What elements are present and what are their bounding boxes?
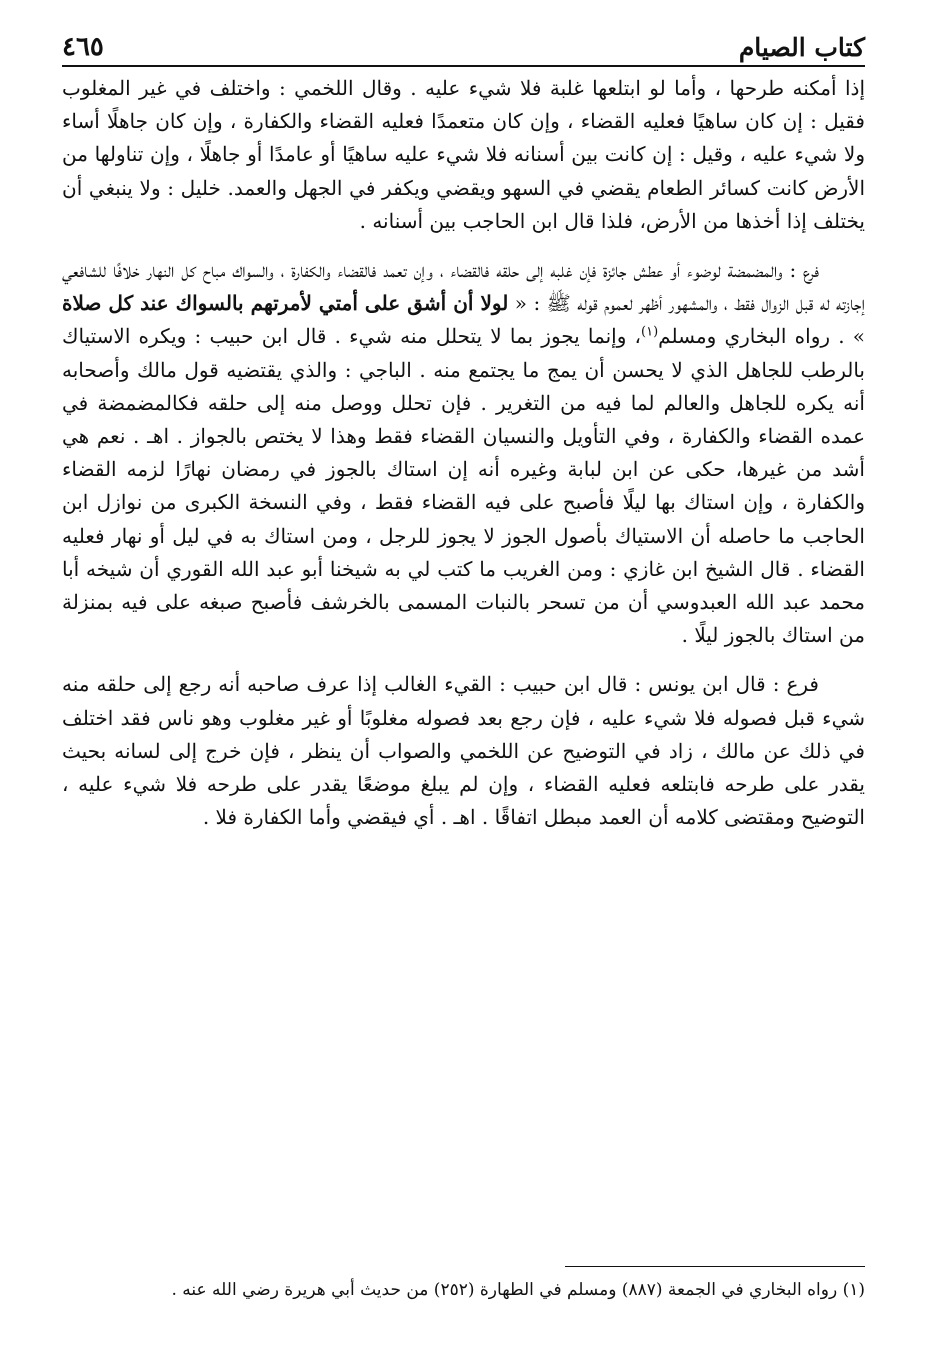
footnote: (١) رواه البخاري في الجمعة (٨٨٧) ومسلم في الطهارة (٢٥٢) من حديث أبي هريرة رضي الله عنه . <box>171 1280 865 1300</box>
page-number: ٤٦٥ <box>62 32 104 62</box>
hadith-quote: لولا أن أشق على أمتي لأمرتهم بالسواك عند كل صلاة <box>62 291 509 316</box>
paragraph-1: إذا أمكنه طرحها ، وأما لو ابتلعها غلبة فلا شيء عليه . وقال اللخمي : واختلف في غير المغلوب فقيل : إن كان ساهيًا فعليه القضاء ، وإن كان متعمدًا فعليه القضاء والكفارة ، وإن كان جاهلًا أساء ولا شيء عليه ، وقيل : إن كانت بين أسنانه فلا شيء عليه ساهيًا أو عامدًا أو جاهلًا ، وإن تناولها من الأرض كانت كسائر الطعام يقضي في السهو ويقضي ويكفر في الجهل والعمد. خليل : ولا ينبغي أن يختلف إذا أخذها من الأرض، فلذا قال ابن الحاجب بين أسنانه . <box>62 76 865 233</box>
paragraph-2-rest: ، وإنما يجوز بما لا يتحلل منه شيء . قال ابن حبيب : ويكره الاستياك بالرطب للجاهل الذي لا يحسن أن يمج ما يجتمع منه . الباجي : والذي يقتضيه قول مالك وأصحابه أنه يكره للجاهل والعالم لما فيه من التغرير . فإن تحلل ووصل منه إلى حلقه فكالمضمضة في عمده القضاء والكفارة ، وفي التأويل والنسيان القضاء فقط وهذا لا يختص بالجواز . اهـ . نعم هي أشد من غيرها، حكى عن ابن لبابة وغيره أنه إن استاك بالجوز في رمضان نهارًا لزمه القضاء والكفارة ، وإن استاك بها ليلًا فأصبح على فيه القضاء فقط ، وفي النسخة الكبرى من نوازل ابن الحاجب ما حاصله أن الاستياك بأصول الجوز لا يجوز للرجل ، ومن استاك به في ليل أو نهار فعليه القضاء . قال الشيخ ابن غازي : ومن الغريب ما كتب لي به شيخنا أبو عبد الله القوري أن شيخه أبا محمد عبد الله العبدوسي أن من تسحر بالنبات المسمى بالخرشف فأصبح صبغه على فيه بمنزلة من استاك بالجوز ليلًا . <box>62 324 865 648</box>
paragraph-2-source: » . رواه البخاري ومسلم <box>658 324 865 349</box>
paragraph-2-intro: فرع : والمضمضة لوضوء أو عطش جائزة فإن غلبه إلى حلقه فالقضاء ، وإن تعمد فالقضاء والكفارة ، والسواك مباح كل النهار خلافًا للشافعي إجازته له قبل الزوال فقط ، والمشهور أظهر لعموم قوله ﷺ : « <box>62 258 865 316</box>
main-text <box>62 72 865 834</box>
running-title: كتاب الصيام <box>738 33 865 62</box>
footnote-reference[interactable]: (١) <box>641 324 659 340</box>
running-head <box>62 22 865 62</box>
paragraph-3: فرع : قال ابن يونس : قال ابن حبيب : القيء الغالب إذا عرف صاحبه أنه رجع إلى حلقه منه شيء قبل فصوله فلا شيء عليه ، فإن رجع بعد فصوله مغلوبًا أو غير مغلوب وهو ناس فقد اختلف في ذلك عن مالك ، زاد في التوضيح عن اللخمي والصواب أن ينظر ، فإن خرج إلى لسانه بحيث يقدر على طرحه فابتلعه فعليه القضاء ، وإن لم يبلغ موضعًا يقدر على طرحه فلا شيء عليه ، التوضيح ومقتضى كلامه أن العمد مبطل اتفاقًا . اهـ . أي فيقضي وأما الكفارة فلا . <box>62 672 865 830</box>
paragraph-2 <box>62 254 865 652</box>
header-rule <box>62 65 865 67</box>
footnote-rule <box>565 1266 865 1267</box>
